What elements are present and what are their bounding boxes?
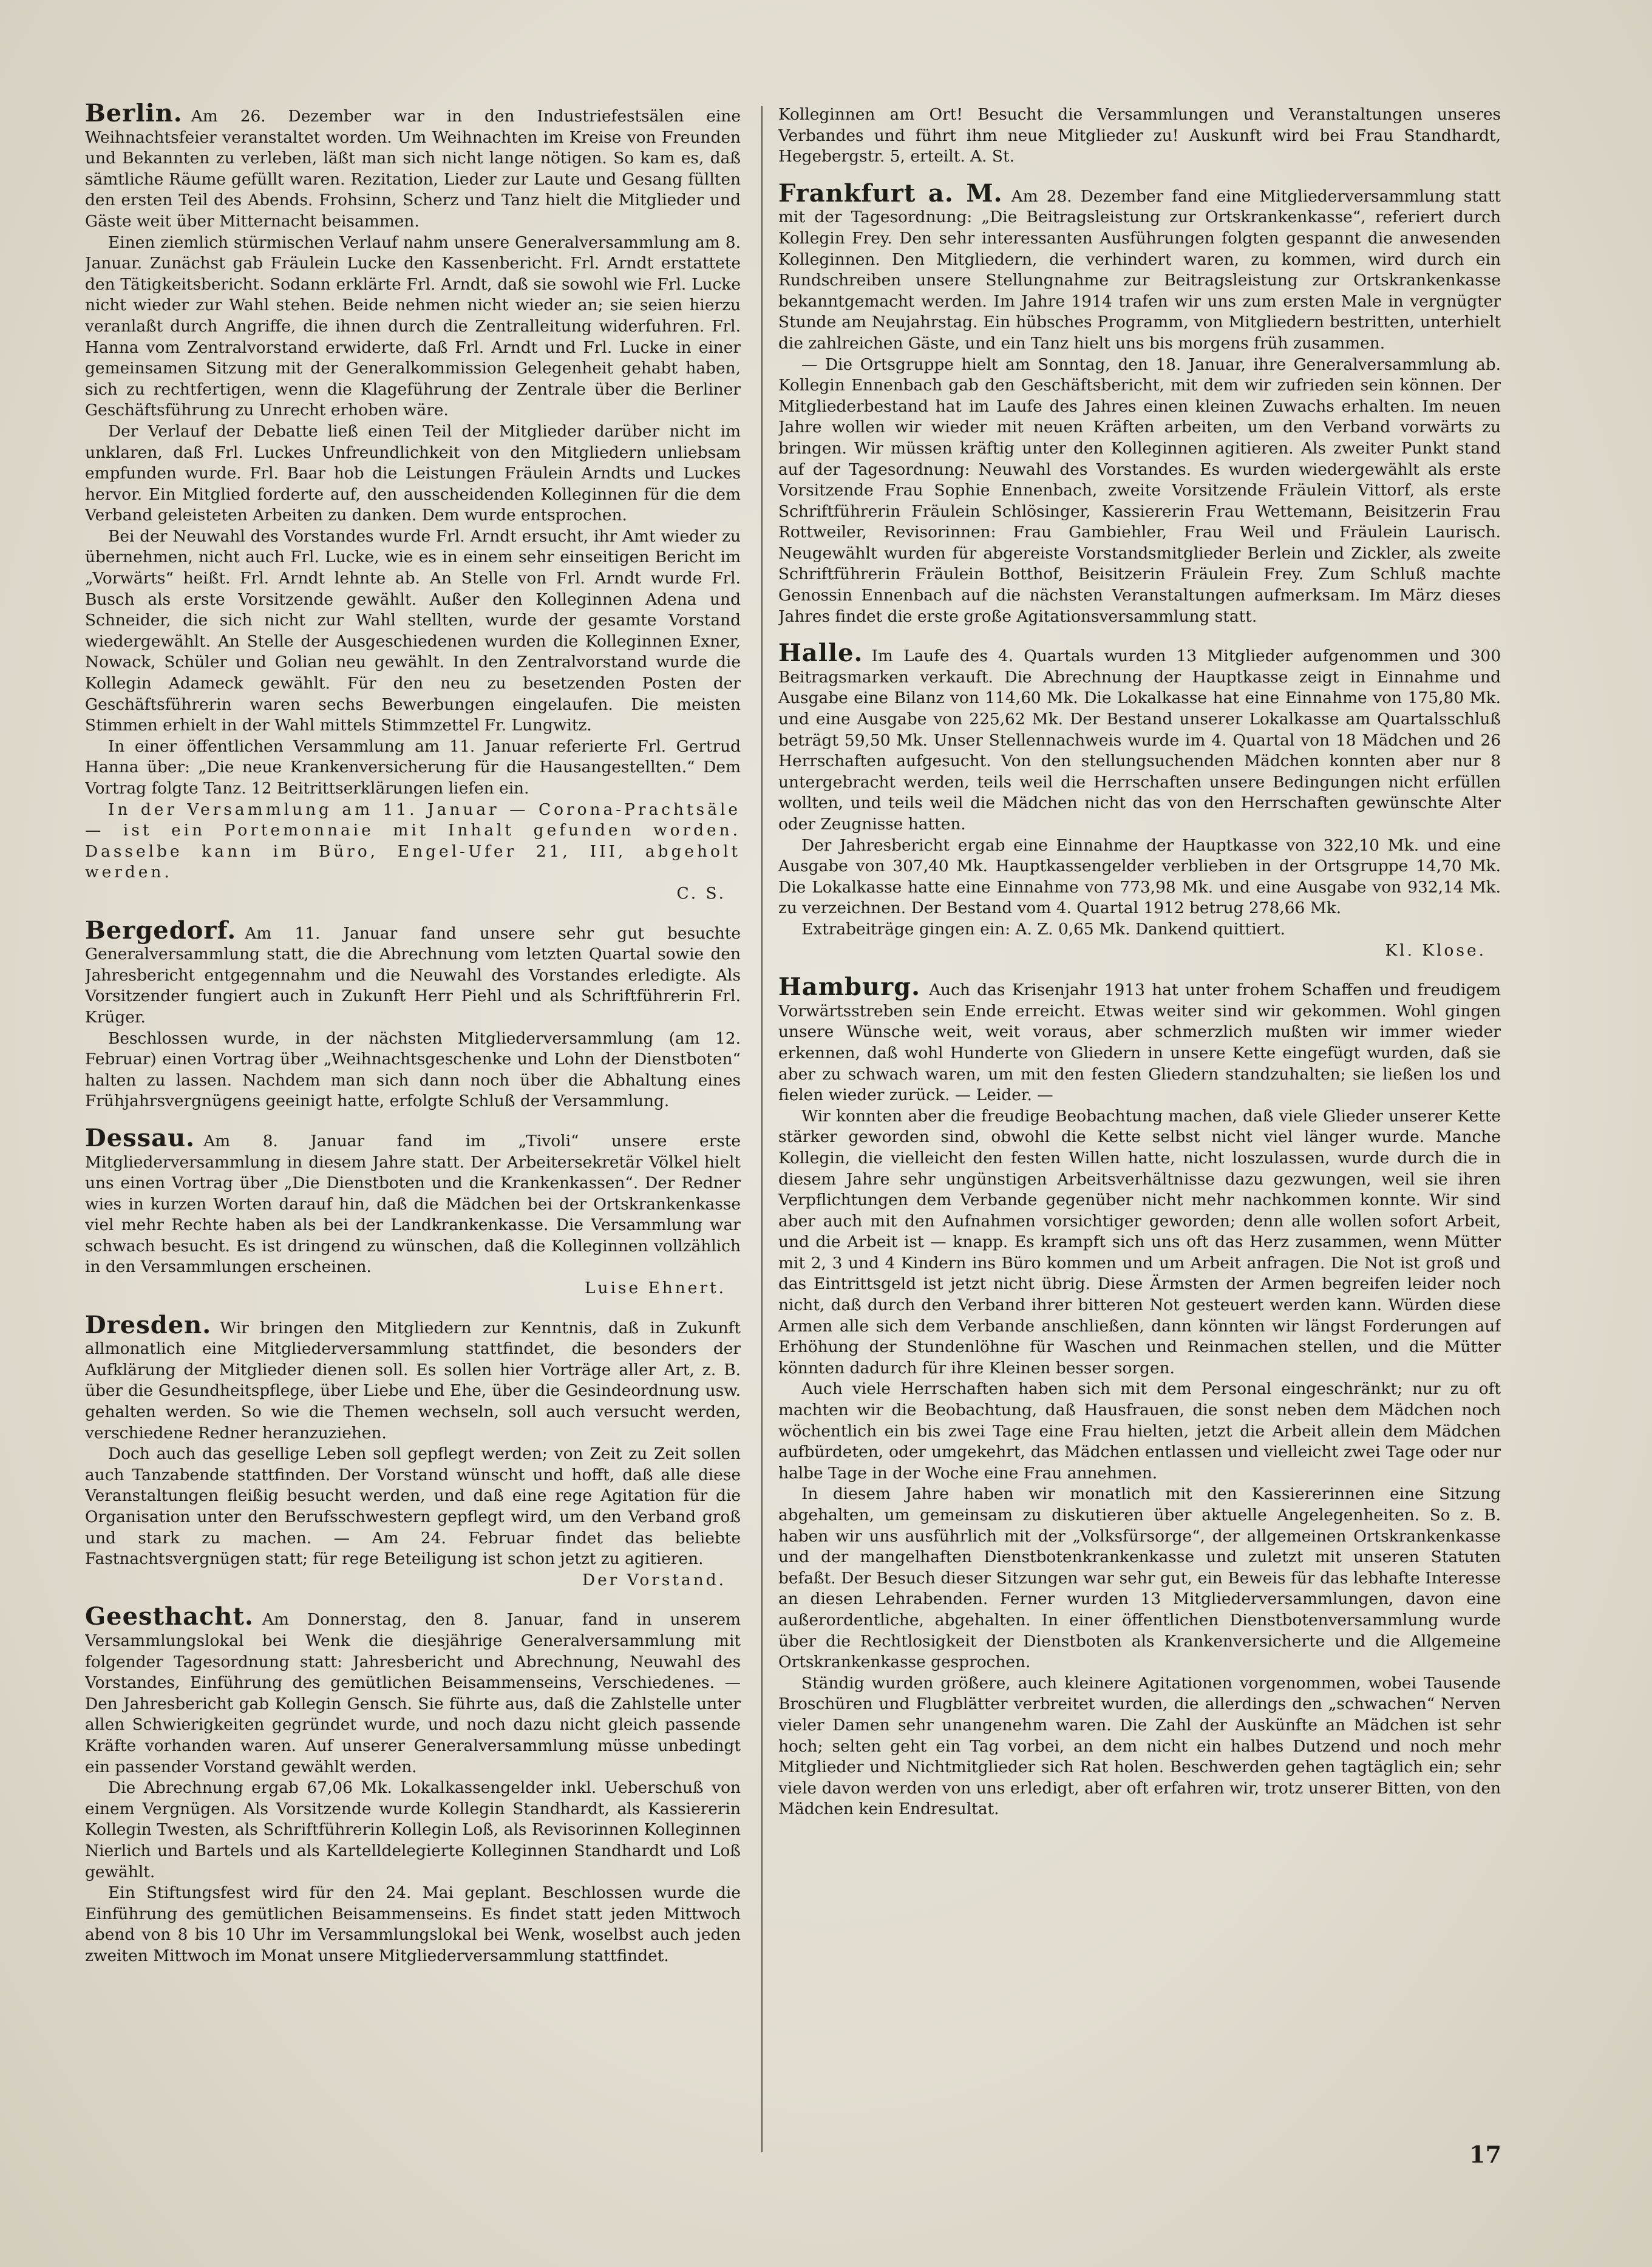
paragraph-text: Am Donnerstag, den 8. Januar, fand in unserem Versammlungslokal bei Wenk die diesjährige Generalversammlung mit folgender Tagesordnung statt: Jahresbericht und Abrechnung, Neuwahl des Vorstandes, Einführung des gemütlichen Beisammenseins, Verschiedenes. — Den Jahresbericht gab Kollegin Gensch. Sie führte aus, daß die Zahlstelle unter allen Schwierigkeiten gegründet wurde, und noch dazu nicht gleich passende Kräfte vorhanden waren. Auf unserer Generalversammlung müsse unbedingt ein passender Vorstand gewählt werden. (85, 1610, 741, 1776)
signature: Luise Ehnert. (585, 1279, 726, 1298)
paragraph: Beschlossen wurde, in der nächsten Mitgliederversammlung (am 12. Februar) einen Vortrag über „Weihnachtsgeschenke und Lohn der Dienstboten“ halten zu lassen. Nachdem man sich dann noch über die Abhaltung eines Frühjahrsvergnügens geeinigt hatte, erfolgte Schluß der Versammlung. (85, 1028, 741, 1111)
signature: C. S. (676, 883, 726, 903)
section-heading: Dresden. (85, 1310, 212, 1339)
section-halle (778, 639, 1501, 961)
paragraph: Kolleginnen am Ort! Besucht die Versammlungen und Veranstaltungen unseres Verbandes und führt ihm neue Mitglieder zu! Auskunft wird bei Frau Standhardt, Hegebergstr. 5, erteilt. A. St. (778, 105, 1501, 166)
section-heading: Dessau. (85, 1123, 195, 1152)
paragraph-text: Wir bringen den Mitgliedern zur Kenntnis, daß in Zukunft allmonatlich eine Mitgliederversammlung stattfindet, die besonders der Aufklärung der Mitglieder dienen soll. Es sollen hier Vorträge aller Art, z. B. über die Gesundheitspflege, über Liebe und Ehe, über die Gesindeordnung usw. gehalten werden. So wie die Themen wechseln, soll auch versucht werden, verschiedene Redner heranzuziehen. (85, 1318, 741, 1443)
paragraph-text: Am 8. Januar fand im „Tivoli“ unsere erste Mitgliederversammlung in diesem Jahre statt. Der Arbeitersekretär Völkel hielt uns einen Vortrag über „Die Dienstboten und die Krankenkassen“. Der Redner wies in kurzen Worten darauf hin, daß die Mädchen bei der Ortskrankenkasse viel mehr Rechte haben als bei der Landkrankenkasse. Die Versammlung war schwach besucht. Es ist dringend zu wünschen, daß die Kolleginnen vollzählich in den Versammlungen erscheinen. (85, 1131, 741, 1277)
paragraph: Der Jahresbericht ergab eine Einnahme der Hauptkasse von 322,10 Mk. und eine Ausgabe von 307,40 Mk. Hauptkassengelder verblieben in der Ortsgruppe 14,70 Mk. Die Lokalkasse hatte eine Einnahme von 773,98 Mk. und eine Ausgabe von 932,14 Mk. zu verzeichnen. Der Bestand vom 4. Quartal 1912 betrug 278,66 Mk. (778, 835, 1501, 918)
paragraph (778, 973, 1501, 1106)
section-frankfurt (778, 178, 1501, 627)
paragraph: Doch auch das gesellige Leben soll gepflegt werden; von Zeit zu Zeit sollen auch Tanzabende stattfinden. Der Vorstand wünscht und hofft, daß alle diese Veranstaltungen fleißig besucht werden, und daß eine rege Agitation für die Organisation unter den Berufsschwestern gepflegt wird, um den Verband groß und stark zu machen. — Am 24. Februar findet das beliebte Fastnachtsvergnügen statt; für rege Beteiligung ist schon jetzt zu agitieren. (85, 1444, 741, 1569)
section-heading: Halle. (778, 639, 863, 668)
section-geesthacht (85, 1602, 741, 1966)
paragraph (85, 916, 741, 1028)
page-number: 17 (1469, 2141, 1501, 2168)
paragraph-text: Am 26. Dezember war in den Industriefestsälen eine Weihnachtsfeier veranstaltet worden. Um Weihnachten im Kreise von Freunden und Bekannten zu verleben, läßt man sich nicht lange nötigen. So kam es, daß sämtliche Räume gefüllt waren. Rezitation, Lieder zur Laute und Gesang füllten den ersten Teil des Abends. Frohsinn, Scherz und Tanz hielt die Mitglieder und Gäste weit über Mitternacht beisammen. (85, 107, 741, 231)
paragraph: Auch viele Herrschaften haben sich mit dem Personal eingeschränkt; nur zu oft machten wir die Beobachtung, daß Hausfrauen, die sonst neben dem Mädchen noch wöchentlich ein bis zwei Tage eine Frau hielten, jetzt die Arbeit allein dem Mädchen aufbürdeten, oder umgekehrt, das Mädchen entlassen und vielleicht zwei Tage oder nur halbe Tage in der Woche eine Frau annehmen. (778, 1379, 1501, 1483)
section-heading: Bergedorf. (85, 916, 237, 945)
section-dessau (85, 1123, 741, 1299)
section-geesthacht-continued (778, 104, 1501, 168)
paragraph: Wir konnten aber die freudige Beobachtung machen, daß viele Glieder unserer Kette stärker geworden sind, obwohl die Kette selbst nicht viel länger wurde. Manche Kollegin, die vielleicht den festen Willen hatte, nicht loszulassen, wurde durch die in diesem Jahre sehr ungünstigen Arbeitsverhältnisse dazu gezwungen, weil sie ihren Verpflichtungen dem Verbande gegenüber nicht mehr nachkommen konnte. Wir sind aber auch mit den Aufnahmen vorsichtiger geworden; denn alle wollen sofort Arbeit, und die Arbeit ist — knapp. Es krampft sich uns oft das Herz zusammen, wenn Mütter mit 2, 3 und 4 Kindern ins Büro kommen und um Arbeit anfragen. Die Not ist groß und das Eintrittsgeld ist jetzt nicht übrig. Diese Ärmsten der Armen begreifen leider noch nicht, daß durch den Verband ihrer bitteren Not gesteuert werden kann. Würden diese Armen alle sich dem Verbande anschließen, dann könnten wir längst Forderungen auf Erhöhung der Stundenlöhne für Waschen und Reinmachen stellen, und die Mütter könnten dadurch für ihre Kleinen besser sorgen. (778, 1106, 1501, 1378)
section-berlin (85, 103, 741, 905)
section-bergedorf (85, 916, 741, 1112)
paragraph: Ständig wurden größere, auch kleinere Agitationen vorgenommen, wobei Tausende Broschüren und Flugblätter verbreitet wurden, die allerdings den „schwachen“ Nerven vieler Damen sehr unangenehm waren. Die Zahl der Auskünfte an Mädchen ist sehr hoch; selten geht ein Tag vorbei, an dem nicht ein halbes Dutzend und noch mehr Mitglieder und Nichtmitglieder sich Rat holen. Beschwerden gehen tagtäglich ein; sehr viele davon werden von uns erledigt, aber oft erfahren wir, trotz unserer Bitten, von den Mädchen kein Endresultat. (778, 1673, 1501, 1819)
paragraph (85, 1123, 741, 1278)
paragraph: Die Abrechnung ergab 67,06 Mk. Lokalkassengelder inkl. Ueberschuß von einem Vergnügen. Als Vorsitzende wurde Kollegin Standhardt, als Kassiererin Kollegin Twesten, als Schriftführerin Kollegin Loß, als Revisorinnen Kolleginnen Nierlich und Bartels und als Kartelldelegierte Kolleginnen Standhardt und Loß gewählt. (85, 1778, 741, 1881)
paragraph: Der Verlauf der Debatte ließ einen Teil der Mitglieder darüber nicht im unklaren, daß Frl. Luckes Unfreundlichkeit von den Mitgliedern unliebsam empfunden wurde. Frl. Baar hob die Leistungen Fräulein Arndts und Luckes hervor. Ein Mitglied forderte auf, den ausscheidenden Kolleginnen für die dem Verband geleisteten Arbeiten zu danken. Dem wurde entsprochen. (85, 421, 741, 525)
section-heading: Berlin. (85, 103, 183, 127)
paragraph: Einen ziemlich stürmischen Verlauf nahm unsere Generalversammlung am 8. Januar. Zunächst gab Fräulein Lucke den Kassenbericht. Frl. Arndt erstattete den Tätigkeitsbericht. Sodann erklärte Frl. Arndt, daß sie sowohl wie Frl. Lucke nicht wieder zur Wahl stehen. Beide nehmen nicht wieder an; sie seien hierzu veranlaßt durch Angriffe, die ihnen durch die Zentralleitung widerfuhren. Frl. Hanna vom Zentralvorstand erwiderte, daß Frl. Arndt und Frl. Lucke in einer gemeinsamen Sitzung mit der Generalkommission Gelegenheit gehabt haben, sich zu rechtfertigen, wenn die Klageführung der Zentrale über die Berliner Geschäftsführung zu Unrecht erhoben wäre. (85, 233, 741, 420)
paragraph (85, 103, 741, 233)
signature: Der Vorstand. (582, 1570, 726, 1589)
paragraph: Bei der Neuwahl des Vorstandes wurde Frl. Arndt ersucht, ihr Amt wieder zu übernehmen, nicht auch Frl. Lucke, wie es in einem sehr einseitigen Bericht im „Vorwärts“ heißt. Frl. Arndt lehnte ab. An Stelle von Frl. Arndt wurde Frl. Busch als erste Vorsitzende gewählt. Außer den Kolleginnen Adena und Schneider, die sich nicht zur Wahl stellten, wurde der gesamte Vorstand wiedergewählt. An Stelle der Ausgeschiedenen wurden die Kolleginnen Exner, Nowack, Schüler und Golian neu gewählt. In den Zentralvorstand wurde die Kollegin Adameck gewählt. Für den neu zu besetzenden Posten der Geschäftsführerin waren sechs Bewerbungen eingelaufen. Die meisten Stimmen erhielt in der Wahl mittels Stimmzettel Fr. Lungwitz. (85, 526, 741, 735)
paragraph (85, 1310, 741, 1444)
paragraph: Ein Stiftungsfest wird für den 24. Mai geplant. Beschlossen wurde die Einführung des gemütlichen Beisammenseins. Es findet statt jeden Mittwoch abend von 8 bis 10 Uhr im Versammlungslokal bei Wenk, woselbst auch jeden zweiten Mittwoch im Monat unsere Mitgliederversammlung stattfindet. (85, 1883, 741, 1965)
column-divider (761, 106, 763, 2152)
left-column (85, 103, 741, 2180)
paragraph-text: Im Laufe des 4. Quartals wurden 13 Mitglieder aufgenommen und 300 Beitragsmarken verkauft. Die Abrechnung der Hauptkasse zeigt in Einnahme und Ausgabe eine Bilanz von 114,60 Mk. Die Lokalkasse hat eine Einnahme von 175,80 Mk. und eine Ausgabe von 225,62 Mk. Der Bestand unserer Lokalkasse am Quartalsschluß beträgt 59,50 Mk. Unser Stellennachweis wurde im 4. Quartal von 18 Mädchen und 26 Herrschaften aufgesucht. Von den stellungsuchenden Mädchen konnten aber nur 8 untergebracht werden, teils weil die Herrschaften unsere Bedingungen nicht erfüllen wollten, und teils weil die Mädchen nicht das von den Herrschaften gewünschte Alter oder Zeugnisse hatten. (778, 647, 1501, 834)
section-dresden (85, 1310, 741, 1591)
paragraph (778, 639, 1501, 835)
section-heading: Geesthacht. (85, 1602, 254, 1631)
paragraph (85, 1602, 741, 1778)
paragraph-text: Auch das Krisenjahr 1913 hat unter frohem Schaffen und freudigem Vorwärtsstreben sein Ende erreicht. Etwas weiter sind wir gekommen. Wohl gingen unsere Wünsche weit, weit voraus, aber schmerzlich mußten wir immer wieder erkennen, daß wohl Hunderte von Gliedern in unsere Kette eingefügt wurden, daß sie aber zu schwach waren, um mit den festen Gliedern standzuhalten; sie ließen los und fielen wieder zurück. — Leider. — (778, 981, 1501, 1105)
paragraph (778, 178, 1501, 355)
paragraph-text: Am 11. Januar fand unsere sehr gut besuchte Generalversammlung statt, die die Abrechnung vom letzten Quartal sowie den Jahresbericht entgegennahm und die Neuwahl des Vorstandes erledigte. Als Vorsitzender fungiert auch in Zukunft Herr Piehl und als Schriftführerin Frl. Krüger. (85, 923, 741, 1027)
paragraph: Extrabeiträge gingen ein: A. Z. 0,65 Mk. Dankend quittiert. (801, 919, 1285, 939)
paragraph: — Die Ortsgruppe hielt am Sonntag, den 18. Januar, ihre Generalversammlung ab. Kollegin Ennenbach gab den Geschäftsbericht, mit dem wir zufrieden sein können. Der Mitgliederbestand hat im Laufe des Jahres einen kleinen Zuwachs erhalten. Im neuen Jahre wollen wir wieder mit neuen Kräften arbeiten, um den Verband vorwärts zu bringen. Wir müssen kräftig unter den Kolleginnen agitieren. Als zweiter Punkt stand auf der Tagesordnung: Neuwahl des Vorstandes. Es wurden wiedergewählt als erste Vorsitzende Frau Sophie Ennenbach, zweite Vorsitzende Fräulein Vittorf, als erste Schriftführerin Fräulein Schlösinger, Kassiererin Frau Wettemann, Beisitzerin Frau Rottweiler, Revisorinnen: Frau Gambiehler, Frau Weil und Fräulein Laurisch. Neugewählt wurden für abgereiste Vorstandsmitglieder Berlein und Zickler, als zweite Schriftführerin Fräulein Botthof, Beisitzerin Fräulein Frey. Zum Schluß machte Genossin Ennenbach auf die nächsten Veranstaltungen aufmerksam. Im März dieses Jahres findet die erste große Agitationsversammlung statt. (778, 355, 1501, 626)
paragraph: In einer öffentlichen Versammlung am 11. Januar referierte Frl. Gertrud Hanna über: „Die neue Krankenversicherung für die Hausangestellten.“ Dem Vortrag folgte Tanz. 12 Beitrittserklärungen liefen ein. (85, 736, 741, 798)
paragraph-text: Am 28. Dezember fand eine Mitgliederversammlung statt mit der Tagesordnung: „Die Beitragsleistung zur Ortskrankenkasse“, referiert durch Kollegin Frey. Den sehr interessanten Ausführungen folgten gespannt die anwesenden Kolleginnen. Den Mitgliedern, die verhindert waren, zu kommen, wird durch ein Rundschreiben unsere Stellungnahme zur Beitragsleistung zur Ortskrankenkasse bekanntgemacht werden. Im Jahre 1914 trafen wir uns zum ersten Male in vergnügter Stunde am Neujahrstag. Ein hübsches Programm, von Mitgliedern bestritten, unterhielt die zahlreichen Gäste, und ein Tanz hielt uns bis morgens früh zusammen. (778, 186, 1501, 353)
section-heading: Frankfurt a. M. (778, 178, 1003, 208)
lost-and-found-notice: In der Versammlung am 11. Januar — Corona-Prachtsäle — ist ein Portemonnaie mit Inhalt gefunden worden. Dasselbe kann im Büro, Engel-Ufer 21, III, abgeholt werden. (85, 800, 741, 882)
section-heading: Hamburg. (778, 973, 921, 1002)
paragraph: In diesem Jahre haben wir monatlich mit den Kassiererinnen eine Sitzung abgehalten, um gemeinsam zu diskutieren über aktuelle Angelegenheiten. So z. B. haben wir uns ausführlich mit der „Volksfürsorge“, der allgemeinen Ortskrankenkasse und der mangelhaften Dienstbotenkrankenkasse und zuletzt mit unseren Statuten befaßt. Der Besuch dieser Sitzungen war sehr gut, ein Beweis für das lebhafte Interesse an diesen Lehrabenden. Ferner wurden 13 Mitgliederversammlungen, davon eine außerordentliche, abgehalten. In einer öffentlichen Dienstbotenversammlung wurde über die Rechtlosigkeit der Dienstboten als Krankenversicherte und die Allgemeine Ortskrankenkasse gesprochen. (778, 1484, 1501, 1672)
right-column (778, 104, 1501, 2157)
signature: Kl. Klose. (1385, 940, 1486, 960)
section-hamburg (778, 973, 1501, 1820)
